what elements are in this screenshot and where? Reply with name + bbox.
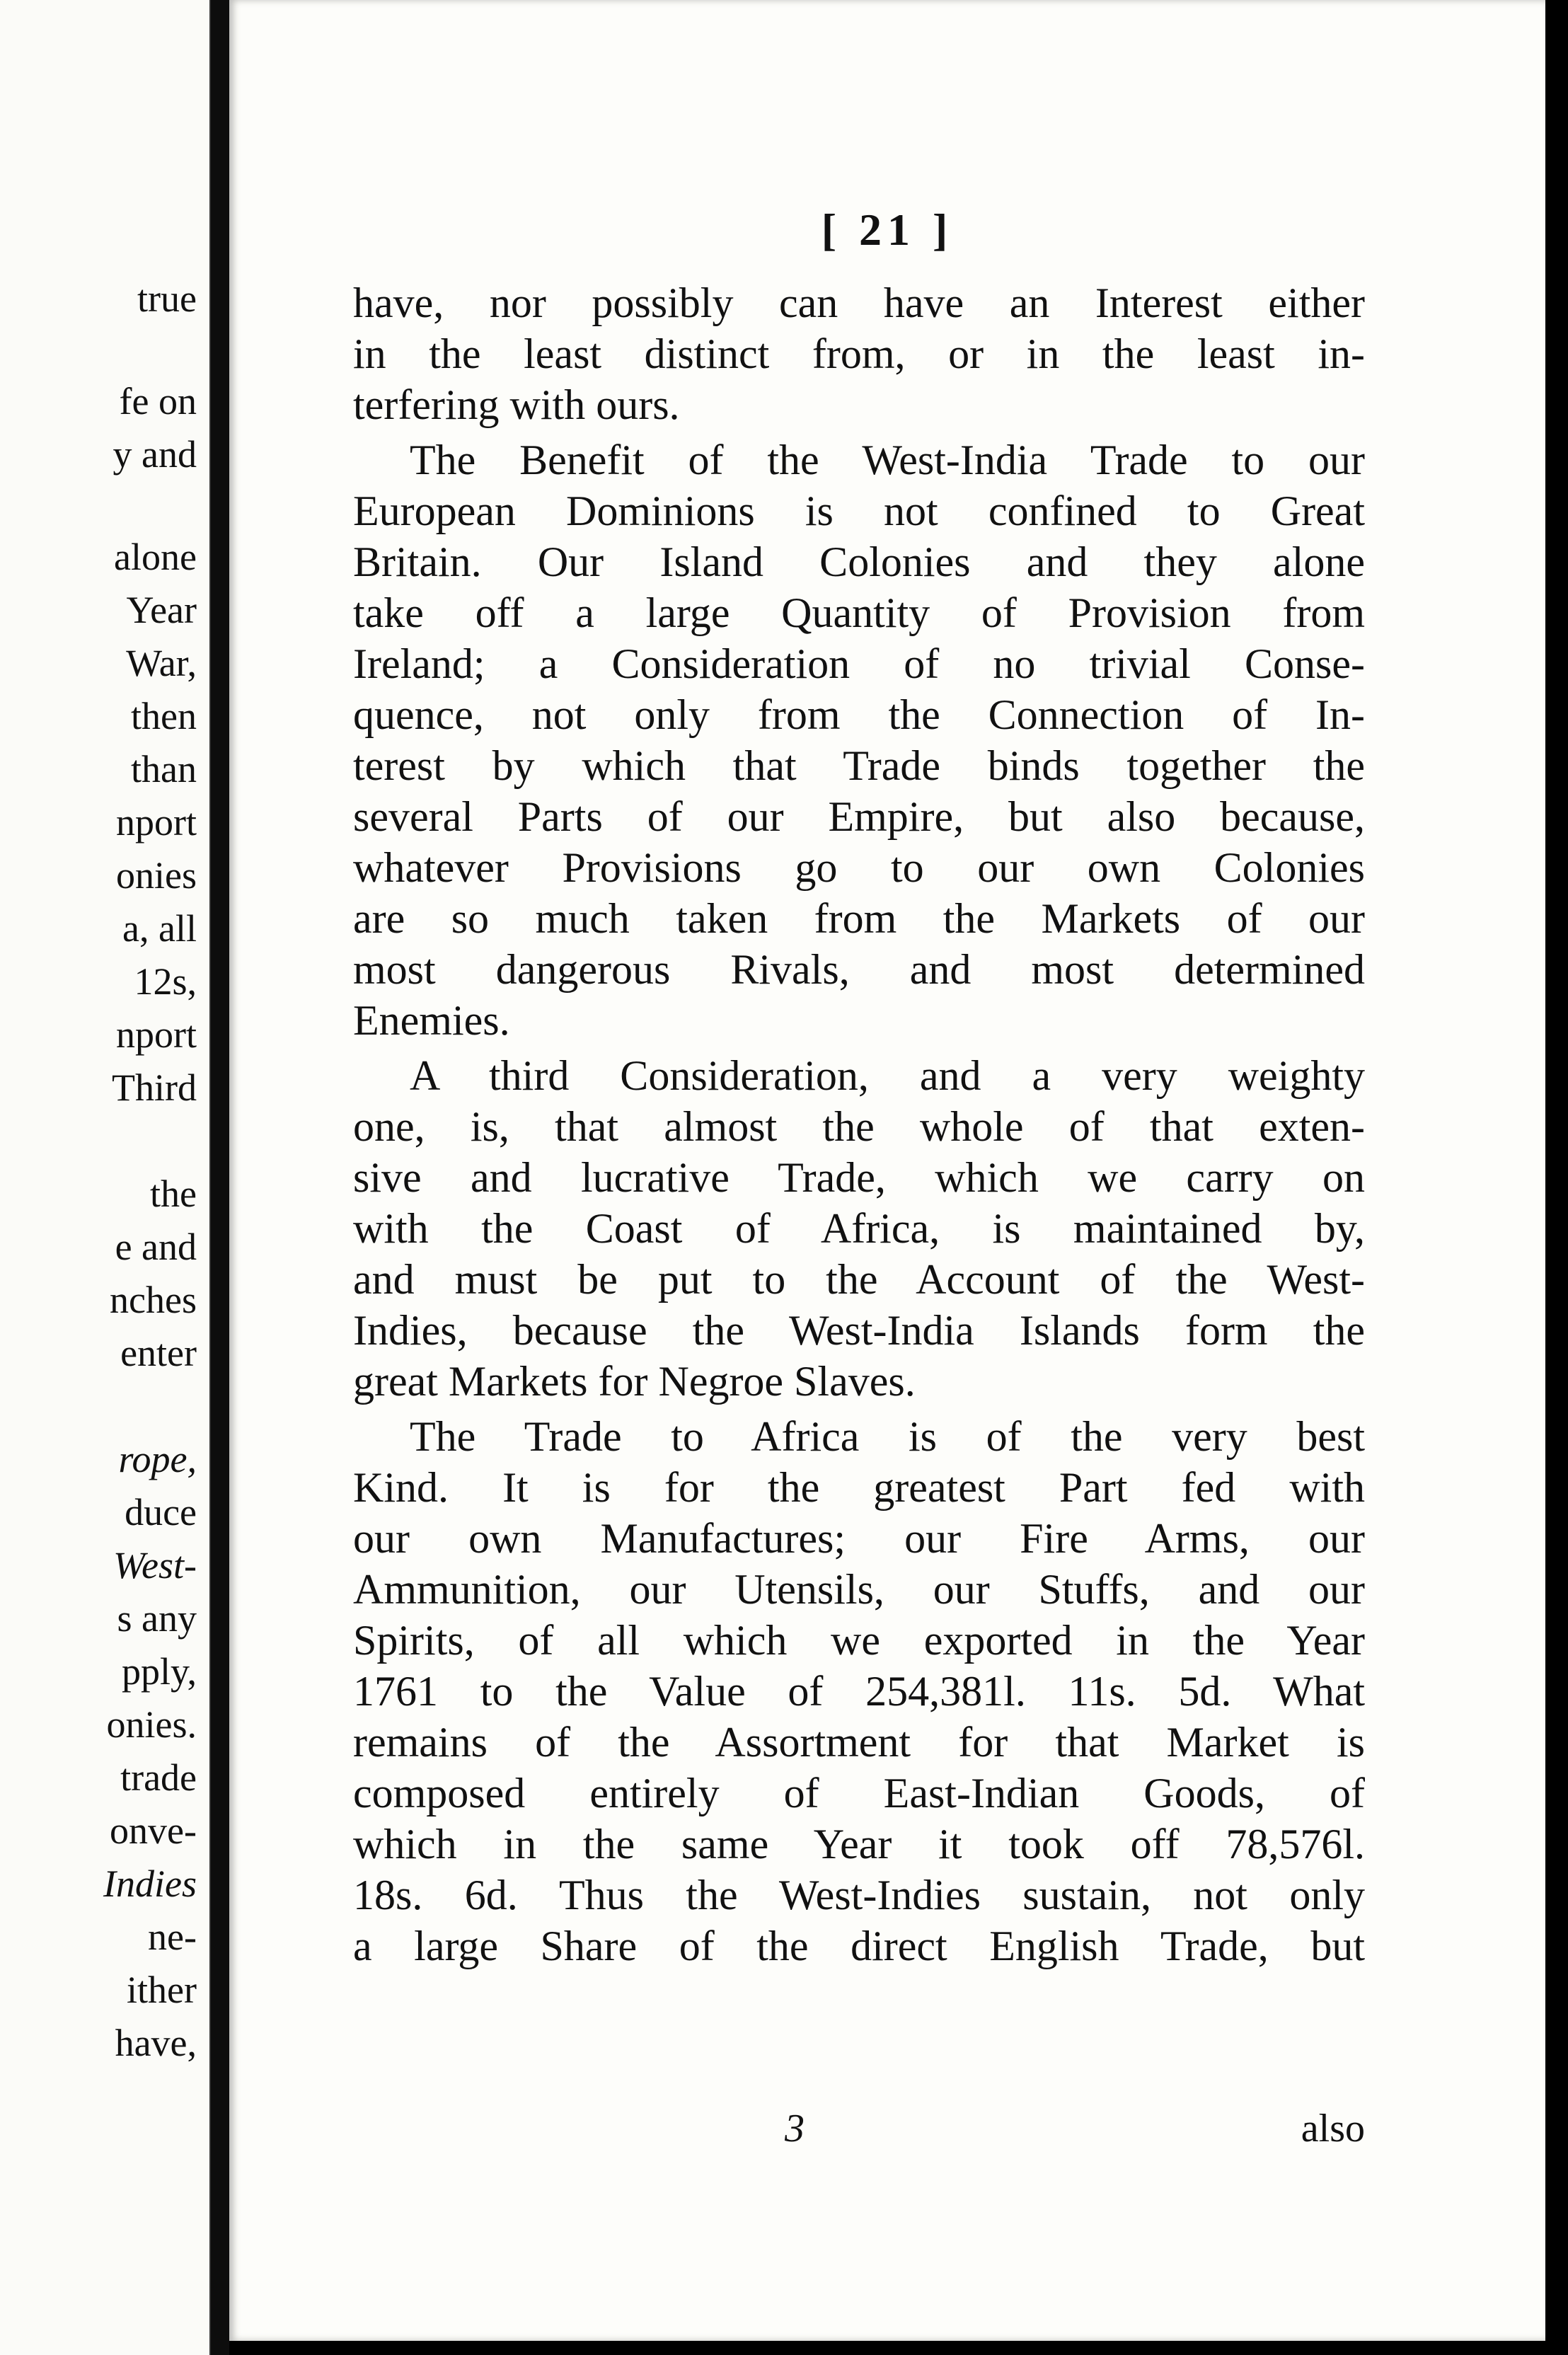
text-line: are so much taken from the Markets of our [353,895,1365,942]
left-page-fragment: West- [113,1544,197,1587]
left-page-fragment: true [137,277,197,320]
text-line: Indies, because the West-India Islands form the [353,1307,1365,1354]
left-page-fragment: then [131,695,197,737]
left-page-fragment: nport [116,801,197,843]
left-page-fragment: a, all [122,907,197,950]
text-line: a large Share of the direct English Trade, but [353,1923,1365,1969]
text-line: one, is, that almost the whole of that exten- [353,1103,1365,1150]
text-line: The Benefit of the West-India Trade to our [410,437,1365,483]
text-line: A third Consideration, and a very weighty [410,1052,1365,1099]
text-line: and must be put to the Account of the West- [353,1256,1365,1303]
text-line: take off a large Quantity of Provision from [353,589,1365,636]
left-page-fragment: Third [112,1066,197,1109]
page-number: [ 21 ] [821,205,954,255]
left-page-fragment: alone [114,536,197,578]
text-line: great Markets for Negroe Slaves. [353,1358,916,1405]
text-line: European Dominions is not confined to Great [353,488,1365,534]
text-line: terfering with ours. [353,381,680,428]
text-line: Spirits, of all which we exported in the Year [353,1617,1365,1664]
left-page-fragment: s any [117,1597,197,1640]
text-line: Ireland; a Consideration of no trivial Conse- [353,640,1365,687]
text-line: our own Manufactures; our Fire Arms, our [353,1515,1365,1562]
text-line: which in the same Year it took off 78,576l. [353,1821,1365,1867]
text-line: remains of the Assortment for that Market is [353,1719,1365,1766]
left-page-fragment: ither [127,1969,197,2011]
text-line: terest by which that Trade binds together the [353,742,1365,789]
left-page-fragment: onve- [110,1809,197,1852]
text-line: 18s. 6d. Thus the West-Indies sustain, not only [353,1872,1365,1918]
text-line: with the Coast of Africa, is maintained by, [353,1205,1365,1252]
text-line: composed entirely of East-Indian Goods, of [353,1770,1365,1816]
text-line: Kind. It is for the greatest Part fed with [353,1464,1365,1511]
page-body-text [353,277,1365,1971]
text-line: 1761 to the Value of 254,381l. 11s. 5d. What [353,1668,1365,1715]
text-line: in the least distinct from, or in the least in- [353,330,1365,377]
left-page-fragment: rope, [118,1438,197,1480]
left-page-fragment: War, [126,642,197,684]
left-page-fragment: Year [126,589,197,631]
text-line: whatever Provisions go to our own Colonies [353,844,1365,891]
left-page-fragment: Indies [103,1862,197,1905]
text-line: quence, not only from the Connection of In- [353,691,1365,738]
text-line: sive and lucrative Trade, which we carry on [353,1154,1365,1201]
text-line: most dangerous Rivals, and most determined [353,946,1365,993]
text-line: The Trade to Africa is of the very best [410,1413,1365,1460]
text-line: have, nor possibly can have an Interest either [353,280,1365,326]
left-page-fragment: onies. [106,1703,197,1746]
left-page-fragment: 12s, [134,960,197,1003]
left-page-fragment: than [131,748,197,790]
left-page-fragment: the [150,1173,197,1215]
left-page-fragment: pply, [122,1650,197,1693]
catchword: also [1301,2107,1365,2150]
left-page-fragment: fe on [119,380,197,422]
left-page-fragment: nches [110,1279,197,1321]
page-footer [353,2106,1365,2157]
text-line: Ammunition, our Utensils, our Stuffs, and our [353,1566,1365,1613]
left-page-fragment: have, [115,2022,197,2064]
left-page-fragment: onies [116,854,197,897]
book-gutter [211,0,229,2355]
left-page-fragment: e and [115,1226,197,1268]
text-line: Enemies. [353,997,510,1044]
left-page-fragment: y and [113,433,197,476]
left-page-fragment: duce [125,1491,197,1533]
left-page-fragment: ne- [148,1916,197,1958]
text-line: Britain. Our Island Colonies and they alone [353,539,1365,585]
previous-page-fragment [0,0,211,2355]
left-page-fragment: trade [120,1756,197,1799]
text-line: several Parts of our Empire, but also because, [353,793,1365,840]
left-page-fragment: enter [120,1332,197,1374]
signature-mark: 3 [785,2107,805,2150]
left-page-fragment: nport [116,1013,197,1056]
book-page [229,0,1545,2341]
